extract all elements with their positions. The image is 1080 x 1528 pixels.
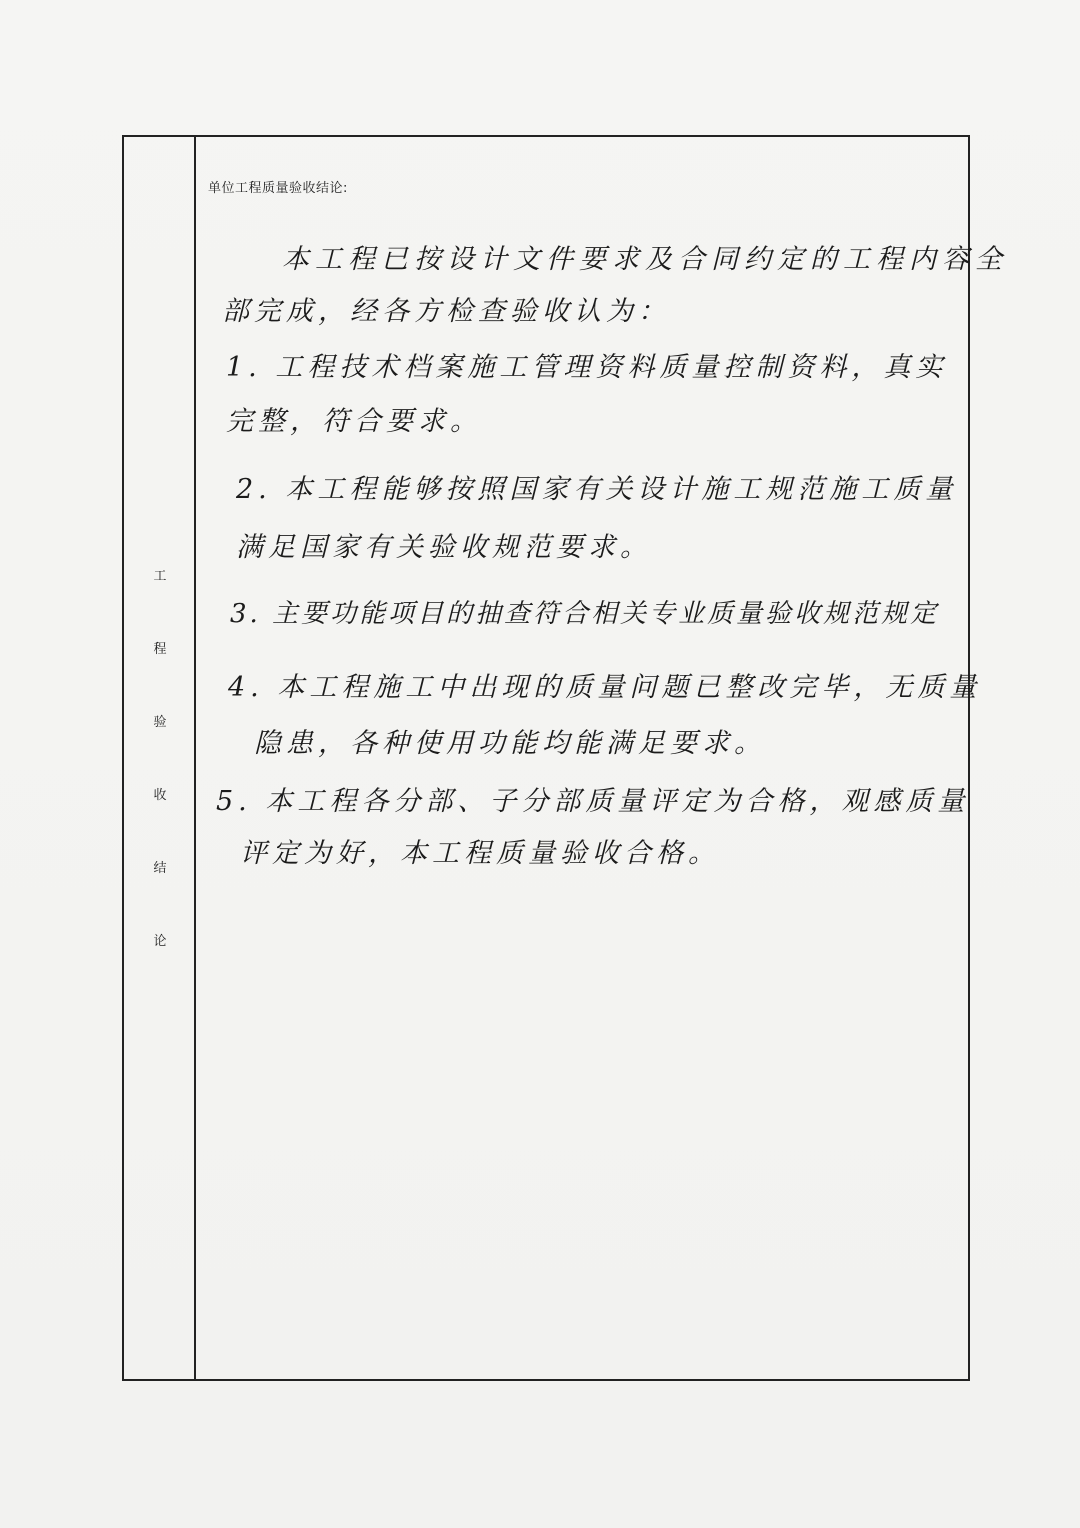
- vertical-label-char: 论: [153, 934, 167, 949]
- handwritten-line: 5. 本工程各分部、子分部质量评定为合格，观感质量: [216, 786, 970, 817]
- row-header-column: [124, 137, 196, 1379]
- handwritten-line: 评定为好，本工程质量验收合格。: [240, 838, 720, 869]
- handwritten-line: 本工程已按设计文件要求及合同约定的工程内容全: [282, 244, 1008, 275]
- vertical-label-char: 验: [153, 715, 167, 730]
- acceptance-form-table: [122, 135, 1008, 1381]
- handwritten-line: 2. 本工程能够按照国家有关设计施工规范施工质量: [236, 474, 958, 505]
- vertical-row-label: [124, 567, 196, 1005]
- conclusion-content-cell: [196, 137, 1008, 1379]
- vertical-label-char: 结: [153, 861, 167, 876]
- handwritten-line: 3. 主要功能项目的抽查符合相关专业质量验收规范规定: [230, 599, 940, 629]
- vertical-label-char: 收: [153, 788, 167, 803]
- handwritten-line: 1. 工程技术档案施工管理资料质量控制资料，真实: [226, 352, 948, 383]
- section-label: 单位工程质量验收结论:: [208, 181, 348, 196]
- handwritten-line: 4. 本工程施工中出现的质量问题已整改完毕，无质量: [228, 672, 982, 703]
- vertical-label-char: 工: [153, 569, 167, 584]
- handwritten-line: 完整，符合要求。: [226, 406, 482, 437]
- handwritten-line: 隐患，各种使用功能均能满足要求。: [254, 728, 766, 759]
- handwritten-line: 满足国家有关验收规范要求。: [236, 532, 652, 563]
- handwritten-line: 部完成，经各方检查验收认为：: [222, 296, 670, 327]
- vertical-label-char: 程: [153, 642, 167, 657]
